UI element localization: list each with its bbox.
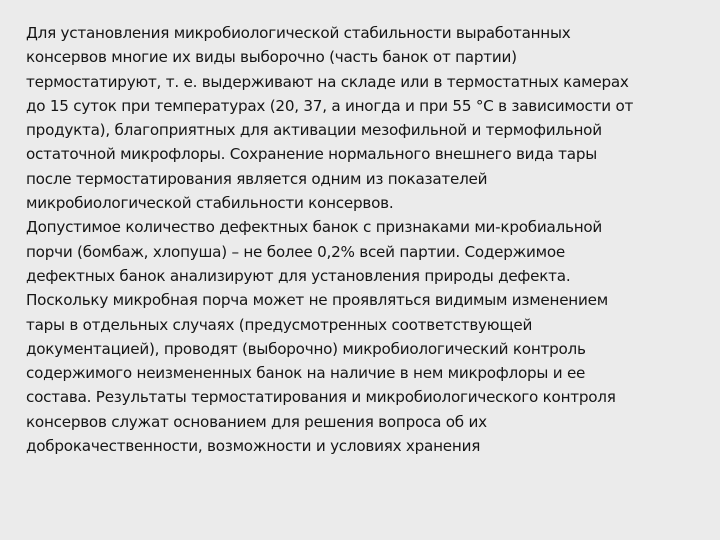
text-line: до 15 суток при температурах (20, 37, а иногда и при 55 °С в зависимости от	[26, 96, 634, 115]
text-line: Для установления микробиологической стабильности выработанных	[26, 24, 571, 42]
text-line: доброкачественности, возможности и условиях хранения	[26, 437, 481, 456]
text-line: тары в отдельных случаях (предусмотренных соответствующей	[26, 315, 533, 334]
text-line: порчи (бомбаж, хлопуша) – не более 0,2% всей партии. Содержимое	[26, 242, 566, 261]
text-line: продукта), благоприятных для активации мезофильной и термофильной	[26, 121, 602, 140]
text-line: термостатируют, т. е. выдерживают на складе или в термостатных камерах	[26, 72, 629, 91]
body-text	[26, 21, 702, 458]
text-line: документацией), проводят (выборочно) микробиологический контроль	[26, 339, 586, 358]
text-line: консервов служат основанием для решения вопроса об их	[26, 412, 487, 431]
text-line: микробиологической стабильности консервов.	[26, 194, 394, 213]
text-line: Поскольку микробная порча может не проявляться видимым изменением	[26, 291, 608, 310]
text-line: остаточной микрофлоры. Сохранение нормального внешнего вида тары	[26, 145, 597, 164]
text-line: Допустимое количество дефектных банок с признаками ми-кробиальной	[26, 218, 603, 237]
text-line: после термостатирования является одним из показателей	[26, 169, 488, 188]
text-line: дефектных банок анализируют для установления природы дефекта.	[26, 266, 571, 285]
text-line: содержимого неизмененных банок на наличие в нем микрофлоры и ее	[26, 364, 586, 383]
text-line: состава. Результаты термостатирования и микробиологического контроля	[26, 388, 616, 407]
text-line: консервов многие их виды выборочно (часть банок от партии)	[26, 48, 517, 67]
